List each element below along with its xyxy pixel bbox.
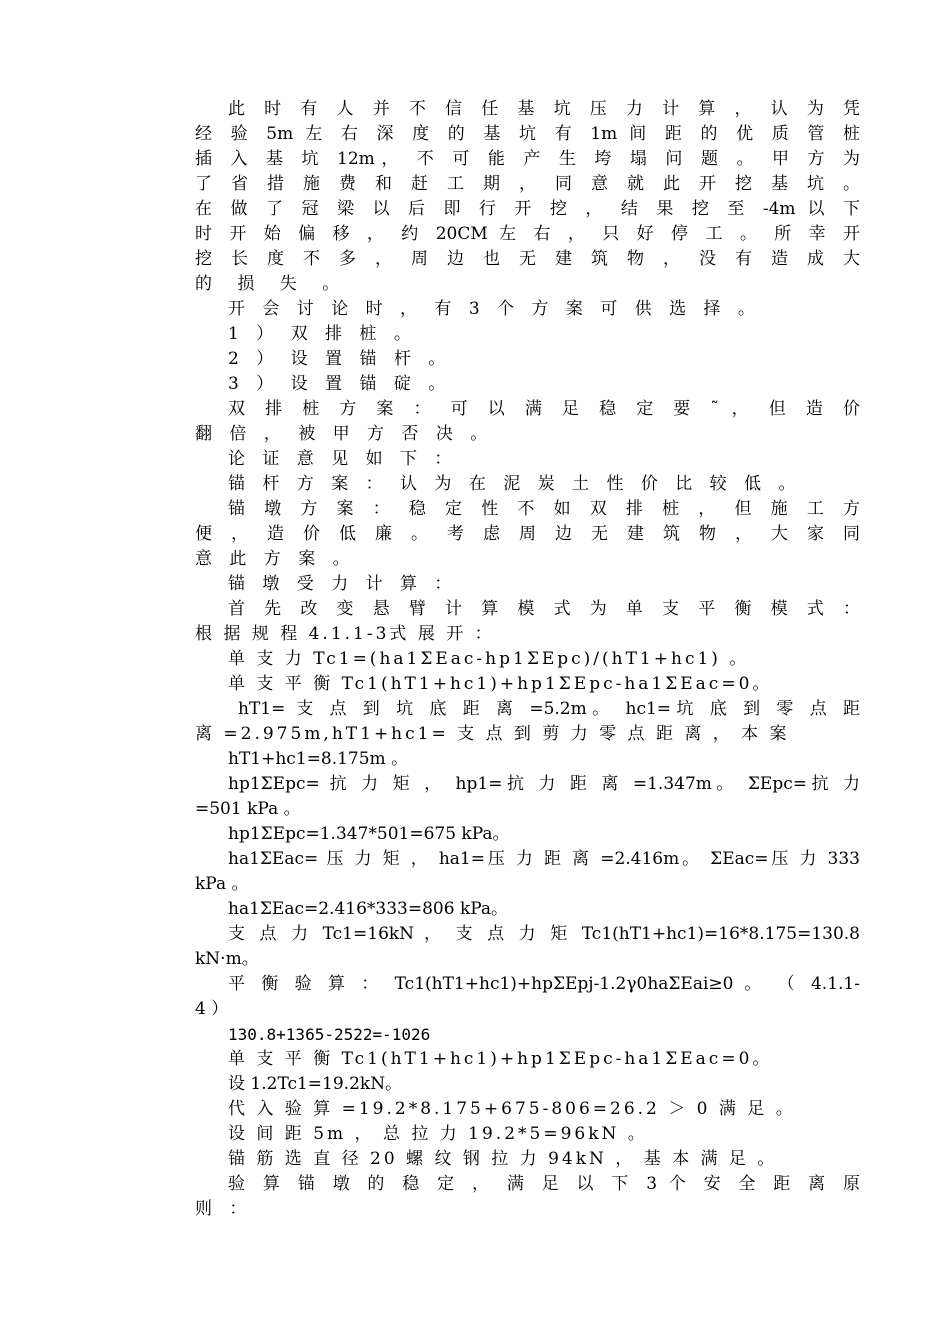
text-line: 1 ） 双 排 桩 。 bbox=[228, 324, 417, 344]
text-line: 4 ） bbox=[195, 999, 229, 1019]
text-line: 则 ： bbox=[195, 1199, 253, 1219]
text-line: 挖 长 度 不 多 ， 周 边 也 无 建 筑 物 ， 没 有 造 成 大 bbox=[195, 249, 860, 269]
formula-line: 单 支 平 衡 Tc1(hT1+hc1)+hp1ΣEpc-ha1ΣEac=0。 bbox=[228, 1049, 773, 1069]
formula-line: 代 入 验 算 =19.2*8.175+675-806=26.2 ＞ 0 满 足 。 bbox=[228, 1099, 796, 1119]
formula-line: 设 1.2Tc1=19.2kN。 bbox=[228, 1074, 403, 1094]
text-line: kN·m。 bbox=[195, 949, 259, 969]
formula-line: 单 支 平 衡 Tc1(hT1+hc1)+hp1ΣEpc-ha1ΣEac=0。 bbox=[228, 674, 773, 694]
text-line: 锚 墩 方 案 ： 稳 定 性 不 如 双 排 桩 ， 但 施 工 方 bbox=[228, 499, 860, 519]
text-line: 时 开 始 偏 移 ， 约 20CM 左 右 ， 只 好 停 工 。 所 幸 开 bbox=[195, 224, 860, 244]
text-line: 验 算 锚 墩 的 稳 定 ， 满 足 以 下 3 个 安 全 距 离 原 bbox=[228, 1174, 860, 1194]
text-line: 2 ） 设 置 锚 杆 。 bbox=[228, 349, 452, 369]
formula-line: hp1ΣEpc=1.347*501=675 kPa。 bbox=[228, 824, 510, 844]
text-line: 开 会 讨 论 时 ， 有 3 个 方 案 可 供 选 择 。 bbox=[228, 299, 761, 319]
text-line: 插 入 基 坑 12m， 不 可 能 产 生 垮 塌 问 题 。 甲 方 为 bbox=[195, 149, 860, 169]
text-line: kPa 。 bbox=[195, 874, 249, 894]
text-line: 支 点 力 Tc1=16kN ， 支 点 力 矩 Tc1(hT1+hc1)=16*8.175=130.8 bbox=[228, 924, 860, 944]
text-line: 论 证 意 见 如 下 ： bbox=[228, 449, 458, 469]
text-line: 此 时 有 人 并 不 信 任 基 坑 压 力 计 算 ， 认 为 凭 bbox=[228, 99, 860, 119]
text-line: hT1= 支 点 到 坑 底 距 离 =5.2m。 hc1=坑 底 到 零 点 距 bbox=[238, 699, 860, 719]
text-line: 锚 墩 受 力 计 算 ： bbox=[228, 574, 458, 594]
formula-line: 单 支 力 Tc1=(ha1ΣEac-hp1ΣEpc)/(hT1+hc1) 。 bbox=[228, 649, 750, 669]
formula-line: 130.8+1365-2522=-1026 bbox=[228, 1025, 431, 1044]
text-line: 根 据 规 程 4.1.1-3式 展 开 ： bbox=[195, 624, 495, 644]
text-line: 3 ） 设 置 锚 碇 。 bbox=[228, 374, 452, 394]
text-line: hp1ΣEpc= 抗 力 矩 ， hp1=抗 力 距 离 =1.347m。 ΣEpc=抗 力 bbox=[228, 774, 860, 794]
text-line: 锚 筋 选 直 径 20 螺 纹 钢 拉 力 94kN ， 基 本 满 足 。 bbox=[228, 1149, 778, 1169]
text-line: 了 省 措 施 费 和 赶 工 期 ， 同 意 就 此 开 挖 基 坑 。 bbox=[195, 174, 860, 194]
formula-line: ha1ΣEac=2.416*333=806 kPa。 bbox=[228, 899, 509, 919]
text-line: 锚 杆 方 案 ： 认 为 在 泥 炭 土 性 价 比 较 低 。 bbox=[228, 474, 802, 494]
formula-line: 平 衡 验 算 ： Tc1(hT1+hc1)+hpΣEpj-1.2γ0haΣEai≥0 。 （ 4.1.1- bbox=[228, 974, 860, 994]
formula-line: hT1+hc1=8.175m 。 bbox=[228, 749, 409, 769]
text-line: 意 此 方 案 。 bbox=[195, 549, 356, 569]
text-line: 在 做 了 冠 梁 以 后 即 行 开 挖 ， 结 果 挖 至 -4m 以 下 bbox=[195, 199, 860, 219]
text-line: 便 ， 造 价 低 廉 。 考 虑 周 边 无 建 筑 物 ， 大 家 同 bbox=[195, 524, 860, 544]
text-line: 离 =2.975m,hT1+hc1= 支 点 到 剪 力 零 点 距 离 ， 本 案 bbox=[195, 724, 790, 744]
text-line: 的 损 失 。 bbox=[195, 274, 350, 294]
text-line: 经 验 5m 左 右 深 度 的 基 坑 有 1m 间 距 的 优 质 管 桩 bbox=[195, 124, 860, 144]
text-line: ha1ΣEac= 压 力 矩 ， ha1=压 力 距 离 =2.416m。 ΣEac=压 力 333 bbox=[228, 849, 860, 869]
text-line: 双 排 桩 方 案 ： 可 以 满 足 稳 定 要 ˜ ， 但 造 价 bbox=[228, 399, 860, 419]
text-line: 首 先 改 变 悬 臂 计 算 模 式 为 单 支 平 衡 模 式 ： bbox=[228, 599, 860, 619]
text-line: 翻 倍 ， 被 甲 方 否 决 。 bbox=[195, 424, 494, 444]
text-line: 设 间 距 5m ， 总 拉 力 19.2*5=96kN 。 bbox=[228, 1124, 648, 1144]
text-line: =501 kPa 。 bbox=[195, 799, 301, 819]
